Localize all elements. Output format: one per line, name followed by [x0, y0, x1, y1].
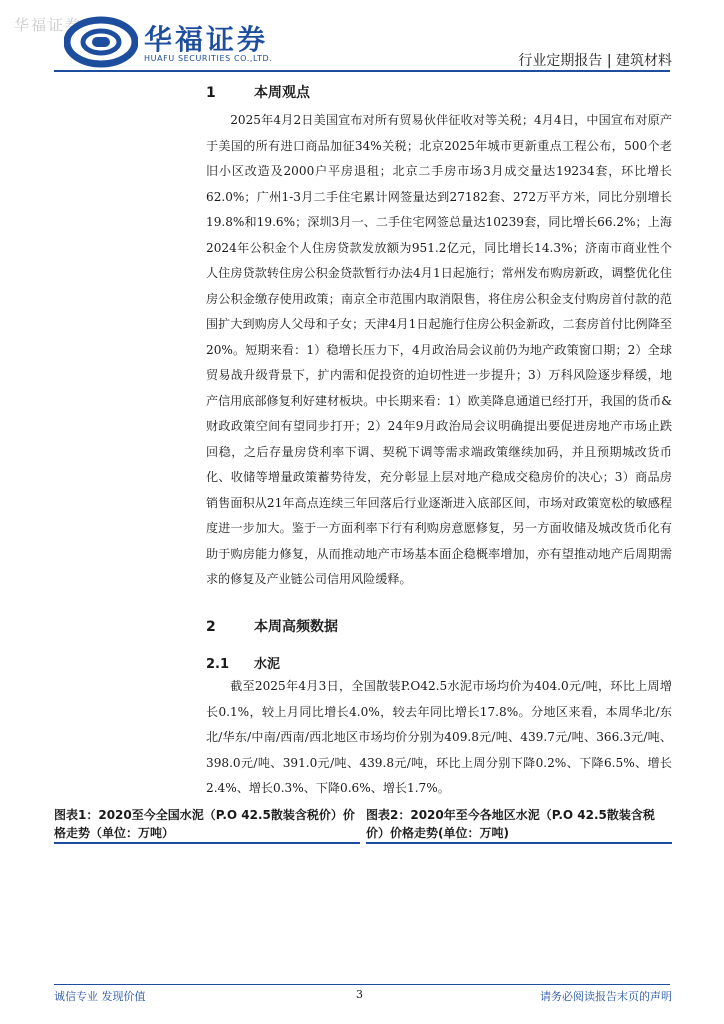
section-2-number: 2 [206, 619, 216, 635]
section-1-heading [206, 82, 310, 102]
section-2-1-body: 截至2025年4月3日，全国散装P.O42.5水泥市场均价为404.0元/吨，环比上周增长0.1%，较上月同比增长4.0%，较去年同比增长17.8%。分地区来看，本周华北/东北/华东/中南/西南/西北地区市场均价分别为409.8元/吨、439.7元/吨、366.3元/吨、398.0元/吨、391.0元/吨、439.8元/吨，环比上周分别下降0.2%、下降6.5%、增长2.4%、增长0.3%、下降0.6%、增长1.7%。 [206, 679, 672, 795]
logo-english-name: HUAFU SECURITIES CO.,LTD. [144, 54, 273, 63]
logo-swirl-icon [64, 16, 138, 68]
footer-slogan: 诚信专业 发现价值 [54, 990, 146, 1003]
logo-chinese-name: 华福证券 [144, 23, 269, 56]
section-2-title: 本周高频数据 [254, 619, 338, 635]
section-2-1-heading [206, 653, 280, 672]
section-2-1-number: 2.1 [206, 657, 230, 672]
figure-2-caption: 图表2：2020年至今各地区水泥（P.O 42.5散装含税价）价格走势(单位：万吨) [366, 808, 655, 840]
figure-2-divider [366, 842, 672, 844]
section-1-number: 1 [206, 85, 216, 101]
footer-disclaimer: 请务必阅读报告末页的声明 [540, 990, 672, 1003]
section-2-heading [206, 616, 338, 636]
figure-1-caption: 图表1：2020至今全国水泥（P.O 42.5散装含税价）价格走势（单位：万吨） [54, 808, 355, 840]
watermark-text: 华福证券 [14, 16, 83, 34]
figure-1-divider [54, 842, 360, 844]
footer-divider [54, 984, 670, 985]
section-1-title: 本周观点 [254, 85, 310, 101]
huafu-logo [64, 16, 274, 68]
report-type: 行业定期报告 | 建筑材料 [518, 53, 672, 69]
page-number: 3 [356, 988, 363, 1001]
section-1-body: 2025年4月2日美国宣布对所有贸易伙伴征收对等关税；4月4日，中国宣布对原产于美国的所有进口商品加征34%关税；北京2025年城市更新重点工程公布，500个老旧小区改造及2000户平房退租；北京二手房市场3月成交量达19234套，环比增长62.0%；广州1-3月二手住宅累计网签量达到27182套、272万平方米，同比分别增长19.8%和19.6%；深圳3月一、二手住宅网签总量达10239套，同比增长66.2%；上海2024年公积金个人住房贷款发放额为951.2亿元，同比增长14.3%；济南市商业性个人住房贷款转住房公积金贷款暂行办法4月1日起施行；常州发布购房新政，调整优化住房公积金缴存使用政策；南京全市范围内取消限售，将住房公积金支付购房首付款的范围扩大到购房人父母和子女；天津4月1日起施行住房公积金新政，二套房首付比例降至20%。短期来看：1）稳增长压力下，4月政治局会议前仍为地产政策窗口期；2）全球贸易战升级背景下，扩内需和促投资的迫切性进一步提升；3）万科风险逐步释缓，地产信用底部修复利好建材板块。中长期来看：1）欧美降息通道已经打开，我国的货币&财政政策空间有望同步打开；2）24年9月政治局会议明确提出要促进房地产市场止跌回稳，之后存量房贷利率下调、契税下调等需求端政策继续加码，并且预期城改货币化、收储等增量政策蓄势待发，充分彰显上层对地产稳成交稳房价的决心；3）商品房销售面积从21年高点连续三年回落后行业逐渐进入底部区间，市场对政策宽松的敏感程度进一步加大。鉴于一方面利率下行有利购房意愿修复，另一方面收储及城改货币化有助于购房能力修复，从而推动地产市场基本面企稳概率增加，亦有望推动地产后周期需求的修复及产业链公司信用风险缓释。 [206, 113, 672, 586]
section-2-1-title: 水泥 [254, 657, 281, 672]
header-divider [54, 70, 670, 72]
